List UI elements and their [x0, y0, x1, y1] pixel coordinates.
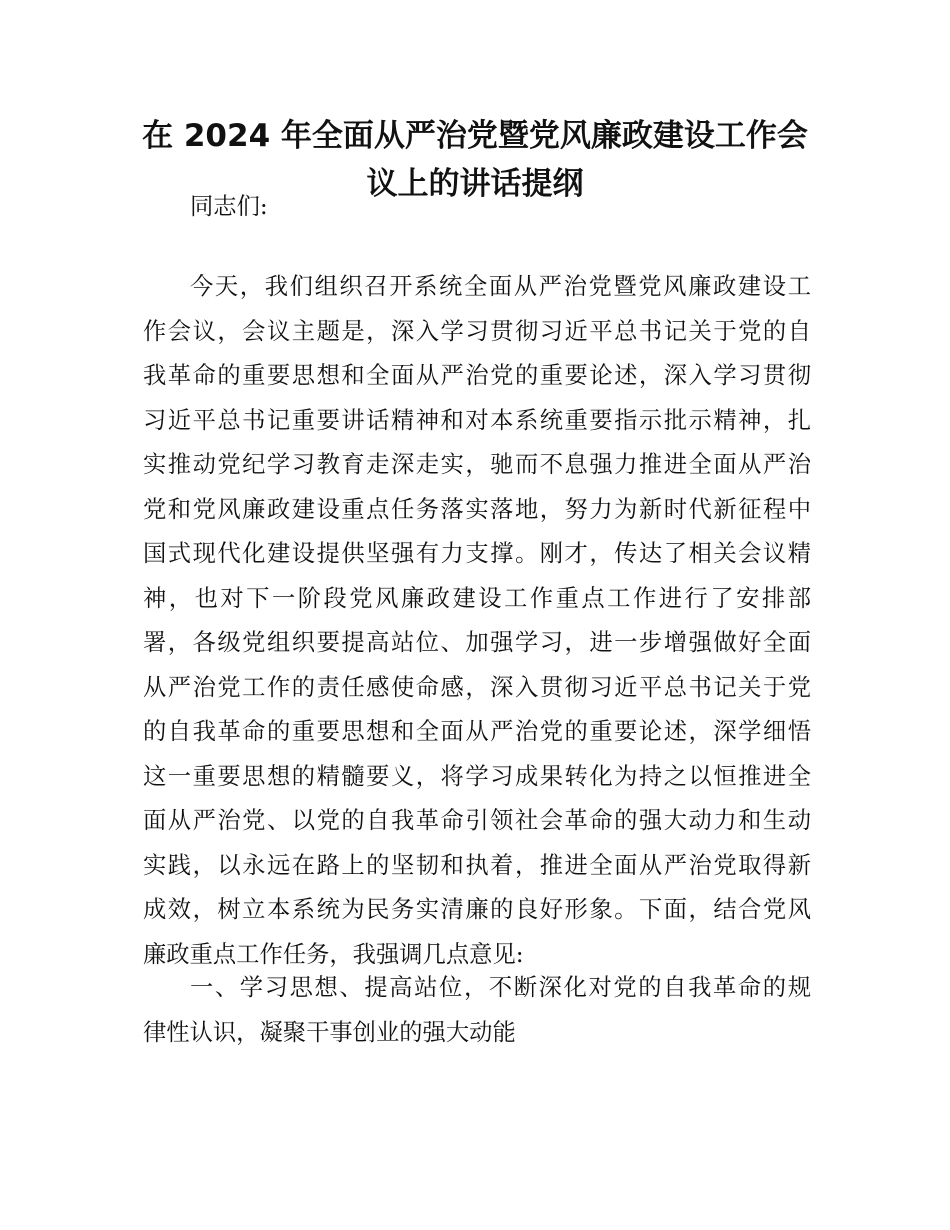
- paragraph-line: 从严治党工作的责任感使命感，深入贯彻习近平总书记关于党: [143, 673, 811, 701]
- paragraph-line: 国式现代化建设提供坚强有力支撑。刚才，传达了相关会议精: [143, 540, 811, 567]
- heading-line: 律性认识，凝聚干事创业的强大动能: [143, 1018, 516, 1046]
- paragraph-line: 面从严治党、以党的自我革命引领社会革命的强大动力和生动: [143, 807, 811, 834]
- paragraph-line: 神，也对下一阶段党风廉政建设工作重点工作进行了安排部: [143, 584, 811, 612]
- title-line-2: 议上的讲话提纲: [366, 166, 584, 202]
- paragraph-intro: [143, 265, 811, 977]
- paragraph-line: 习近平总书记重要讲话精神和对本系统重要指示批示精神，扎: [143, 406, 811, 434]
- paragraph-line: 廉政重点工作任务，我强调几点意见:: [143, 940, 524, 968]
- title-line-1: 在 2024 年全面从严治党暨党风廉政建设工作会: [142, 118, 808, 154]
- paragraph-line: 我革命的重要思想和全面从严治党的重要论述，深入学习贯彻: [143, 362, 811, 389]
- paragraph-line: 署，各级党组织要提高站位、加强学习，进一步增强做好全面: [143, 629, 811, 656]
- salutation: [143, 185, 811, 230]
- paragraph-line: 党和党风廉政建设重点任务落实落地，努力为新时代新征程中: [143, 495, 811, 523]
- paragraph-line: 的自我革命的重要思想和全面从严治党的重要论述，深学细悟: [143, 718, 811, 745]
- paragraph-line: 实践，以永远在路上的坚韧和执着，推进全面从严治党取得新: [143, 851, 811, 879]
- paragraph-line: 今天，我们组织召开系统全面从严治党暨党风廉政建设工: [190, 273, 811, 300]
- paragraph-line: 成效，树立本系统为民务实清廉的良好形象。下面，结合党风: [143, 896, 811, 923]
- salutation-text: 同志们:: [190, 193, 268, 220]
- heading-line: 一、学习思想、提高站位，不断深化对党的自我革命的规: [190, 974, 811, 1001]
- paragraph-line: 实推动党纪学习教育走深走实，驰而不息强力推进全面从严治: [143, 451, 811, 478]
- paragraph-line: 这一重要思想的精髓要义，将学习成果转化为持之以恒推进全: [143, 762, 811, 790]
- section-heading-1: [143, 966, 811, 1055]
- paragraph-line: 作会议，会议主题是，深入学习贯彻习近平总书记关于党的自: [143, 317, 811, 345]
